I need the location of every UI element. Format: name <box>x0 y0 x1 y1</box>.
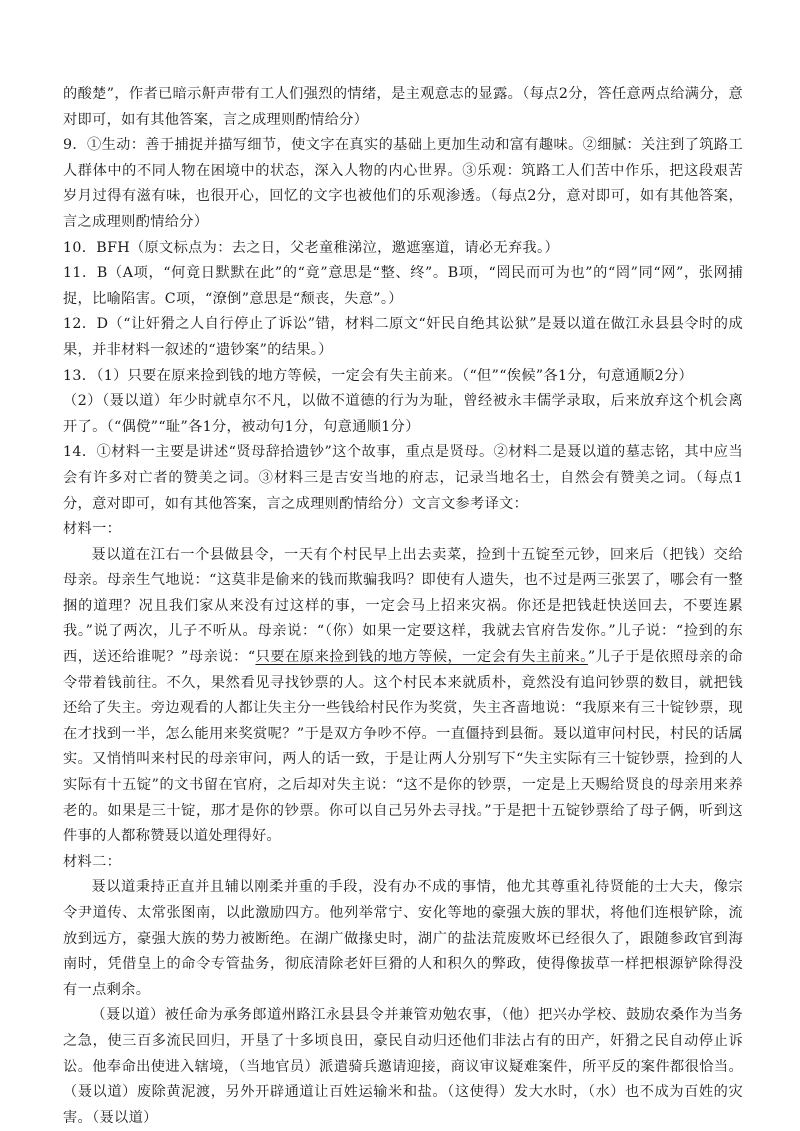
q8-answer-tail: 的酸楚”，作者已暗示鼾声带有工人们强烈的情绪，是主观意志的显露。（每点2分，答任意两点给满分，意对即可，如有其他答案，言之成理则酌情给分） <box>63 86 743 128</box>
material2-paragraph-1: 聂以道秉持正直并且辅以刚柔并重的手段，没有办不成的事情，他尤其尊重礼待贤能的士大夫，像宗令尹道传、太常张图南，以此激励四方。他列举常宁、安化等地的豪强大族的罪状，将他们连根铲除，流放到远方，豪强大族的势力被断绝。在湖广做掾史时，湖广的盐法荒废败坏已经很久了，跟随参政官到海南时，凭借皇上的命令专管盐务，彻底清除老奸巨猾的人和积久的弊政，使得像拔草一样把根源铲除得没有一点剩余。 <box>63 879 743 998</box>
material1-text-before: 聂以道在江右一个县做县令，一天有个村民早上出去卖菜，捡到十五锭至元钞，回来后（把钱）交给母亲。母亲生气地说：“这莫非是偷来的钱而欺骗我吗？即使有人遗失，也不过是两三张罢了，哪会有一整捆的道理？况且我们家从来没有过这样的事，一定会马上招来灾祸。你还是把钱赶快送回去，不要连累我。”说了两次，儿子不听从。母亲说：“（你）如果一定要这样，我就去官府告发你。”儿子说：“捡到的东西，送还给谁呢？”母亲说：“ <box>63 546 743 666</box>
q13-answer-2: （2）（聂以道）年少时就卓尔不凡，以做不道德的行为为耻，曾经被永丰儒学录取，后来放弃这个机会离开了。（“偶傥”“耻”各1分，被动句1分，句意通顺1分） <box>63 393 743 435</box>
material1-paragraph <box>63 543 743 850</box>
material2-heading: 材料二： <box>63 853 122 870</box>
q14-answer: 14．①材料一主要是讲述“贤母辞拾遗钞”这个故事，重点是贤母。②材料二是聂以道的墓志铭，其中应当会有许多对亡者的赞美之词。③材料三是吉安当地的府志，记录当地名士，自然会有赞美之词。（每点1分，意对即可，如有其他答案，言之成理则酌情给分）文言文参考译文： <box>63 444 743 512</box>
q11-answer: 11．B（A项，“何竟日默默在此”的“竟”意思是“整、终”。B项，“罔民而可为也”的“罔”同“网”，张网捕捉，比喻陷害。C项，“潦倒”意思是“颓丧，失意”。） <box>63 265 743 307</box>
answer-document <box>63 82 743 1131</box>
material1-underlined-sentence: 只要在原来捡到钱的地方等候，一定会有失主前来。 <box>255 649 588 666</box>
q13-answer-1: 13．（1）只要在原来捡到钱的地方等候，一定会有失主前来。（“但”“俟候”各1分，句意通顺2分） <box>63 367 694 384</box>
material1-text-after: ”儿子于是依照母亲的命令带着钱前往。不久，果然看见寻找钞票的人。这个村民本来就质朴，竟然没有追问钞票的数目，就把钱还给了失主。旁边观看的人都让失主分一些钱给村民作为奖赏，失主吝啬地说：“我原来有三十锭钞票，现在才找到一半，怎么能用来奖赏呢？”于是双方争吵不停。一直僵持到县衙。聂以道审问村民，村民的话属实。又悄悄叫来村民的母亲审问，两人的话一致，于是让两人分别写下“失主实际有三十锭钞票，捡到的人实际有十五锭”的文书留在官府，之后却对失主说：“这不是你的钞票，一定是上天赐给贤良的母亲用来养老的。如果是三十锭，那才是你的钞票。你可以自己另外去寻找。”于是把十五锭钞票给了母子俩，听到这件事的人都称赞聂以道处理得好。 <box>63 649 743 845</box>
material1-heading: 材料一： <box>63 521 122 538</box>
q12-answer: 12．D（“让奸猾之人自行停止了诉讼”错，材料二原文“奸民自绝其讼狱”是聂以道在做江永县县令时的成果，并非材料一叙述的“遗钞案”的结果。） <box>63 316 743 358</box>
q10-answer: 10．BFH（原文标点为：去之日，父老童稚涕泣，邀遮塞道，请必无弃我。） <box>63 239 560 256</box>
q9-answer: 9．①生动：善于捕捉并描写细节，使文字在真实的基础上更加生动和富有趣味。②细腻：关注到了筑路工人群体中的不同人物在困境中的状态，深入人物的内心世界。③乐观：筑路工人们苦中作乐，把这段艰苦岁月过得有滋有味，也很开心，回忆的文字也被他们的乐观渗透。（每点2分，意对即可，如有其他答案，言之成理则酌情给分） <box>63 137 743 230</box>
material2-paragraph-2: （聂以道）被任命为承务郎道州路江永县县令并兼管劝勉农事，（他）把兴办学校、鼓励农桑作为当务之急，使三百多流民回归，开垦了十多顷良田，豪民自动归还他们非法占有的田产，奸猾之民自动停止诉讼。他奉命出使进入辖境，（当地官员）派遣骑兵邀请迎接，商议审议疑难案件，所平反的案件都很恰当。（聂以道）废除黄泥渡，另外开辟通道让百姓运输米和盐。（这使得）发大水时，（水）也不成为百姓的灾害。（聂以道） <box>63 1007 743 1126</box>
